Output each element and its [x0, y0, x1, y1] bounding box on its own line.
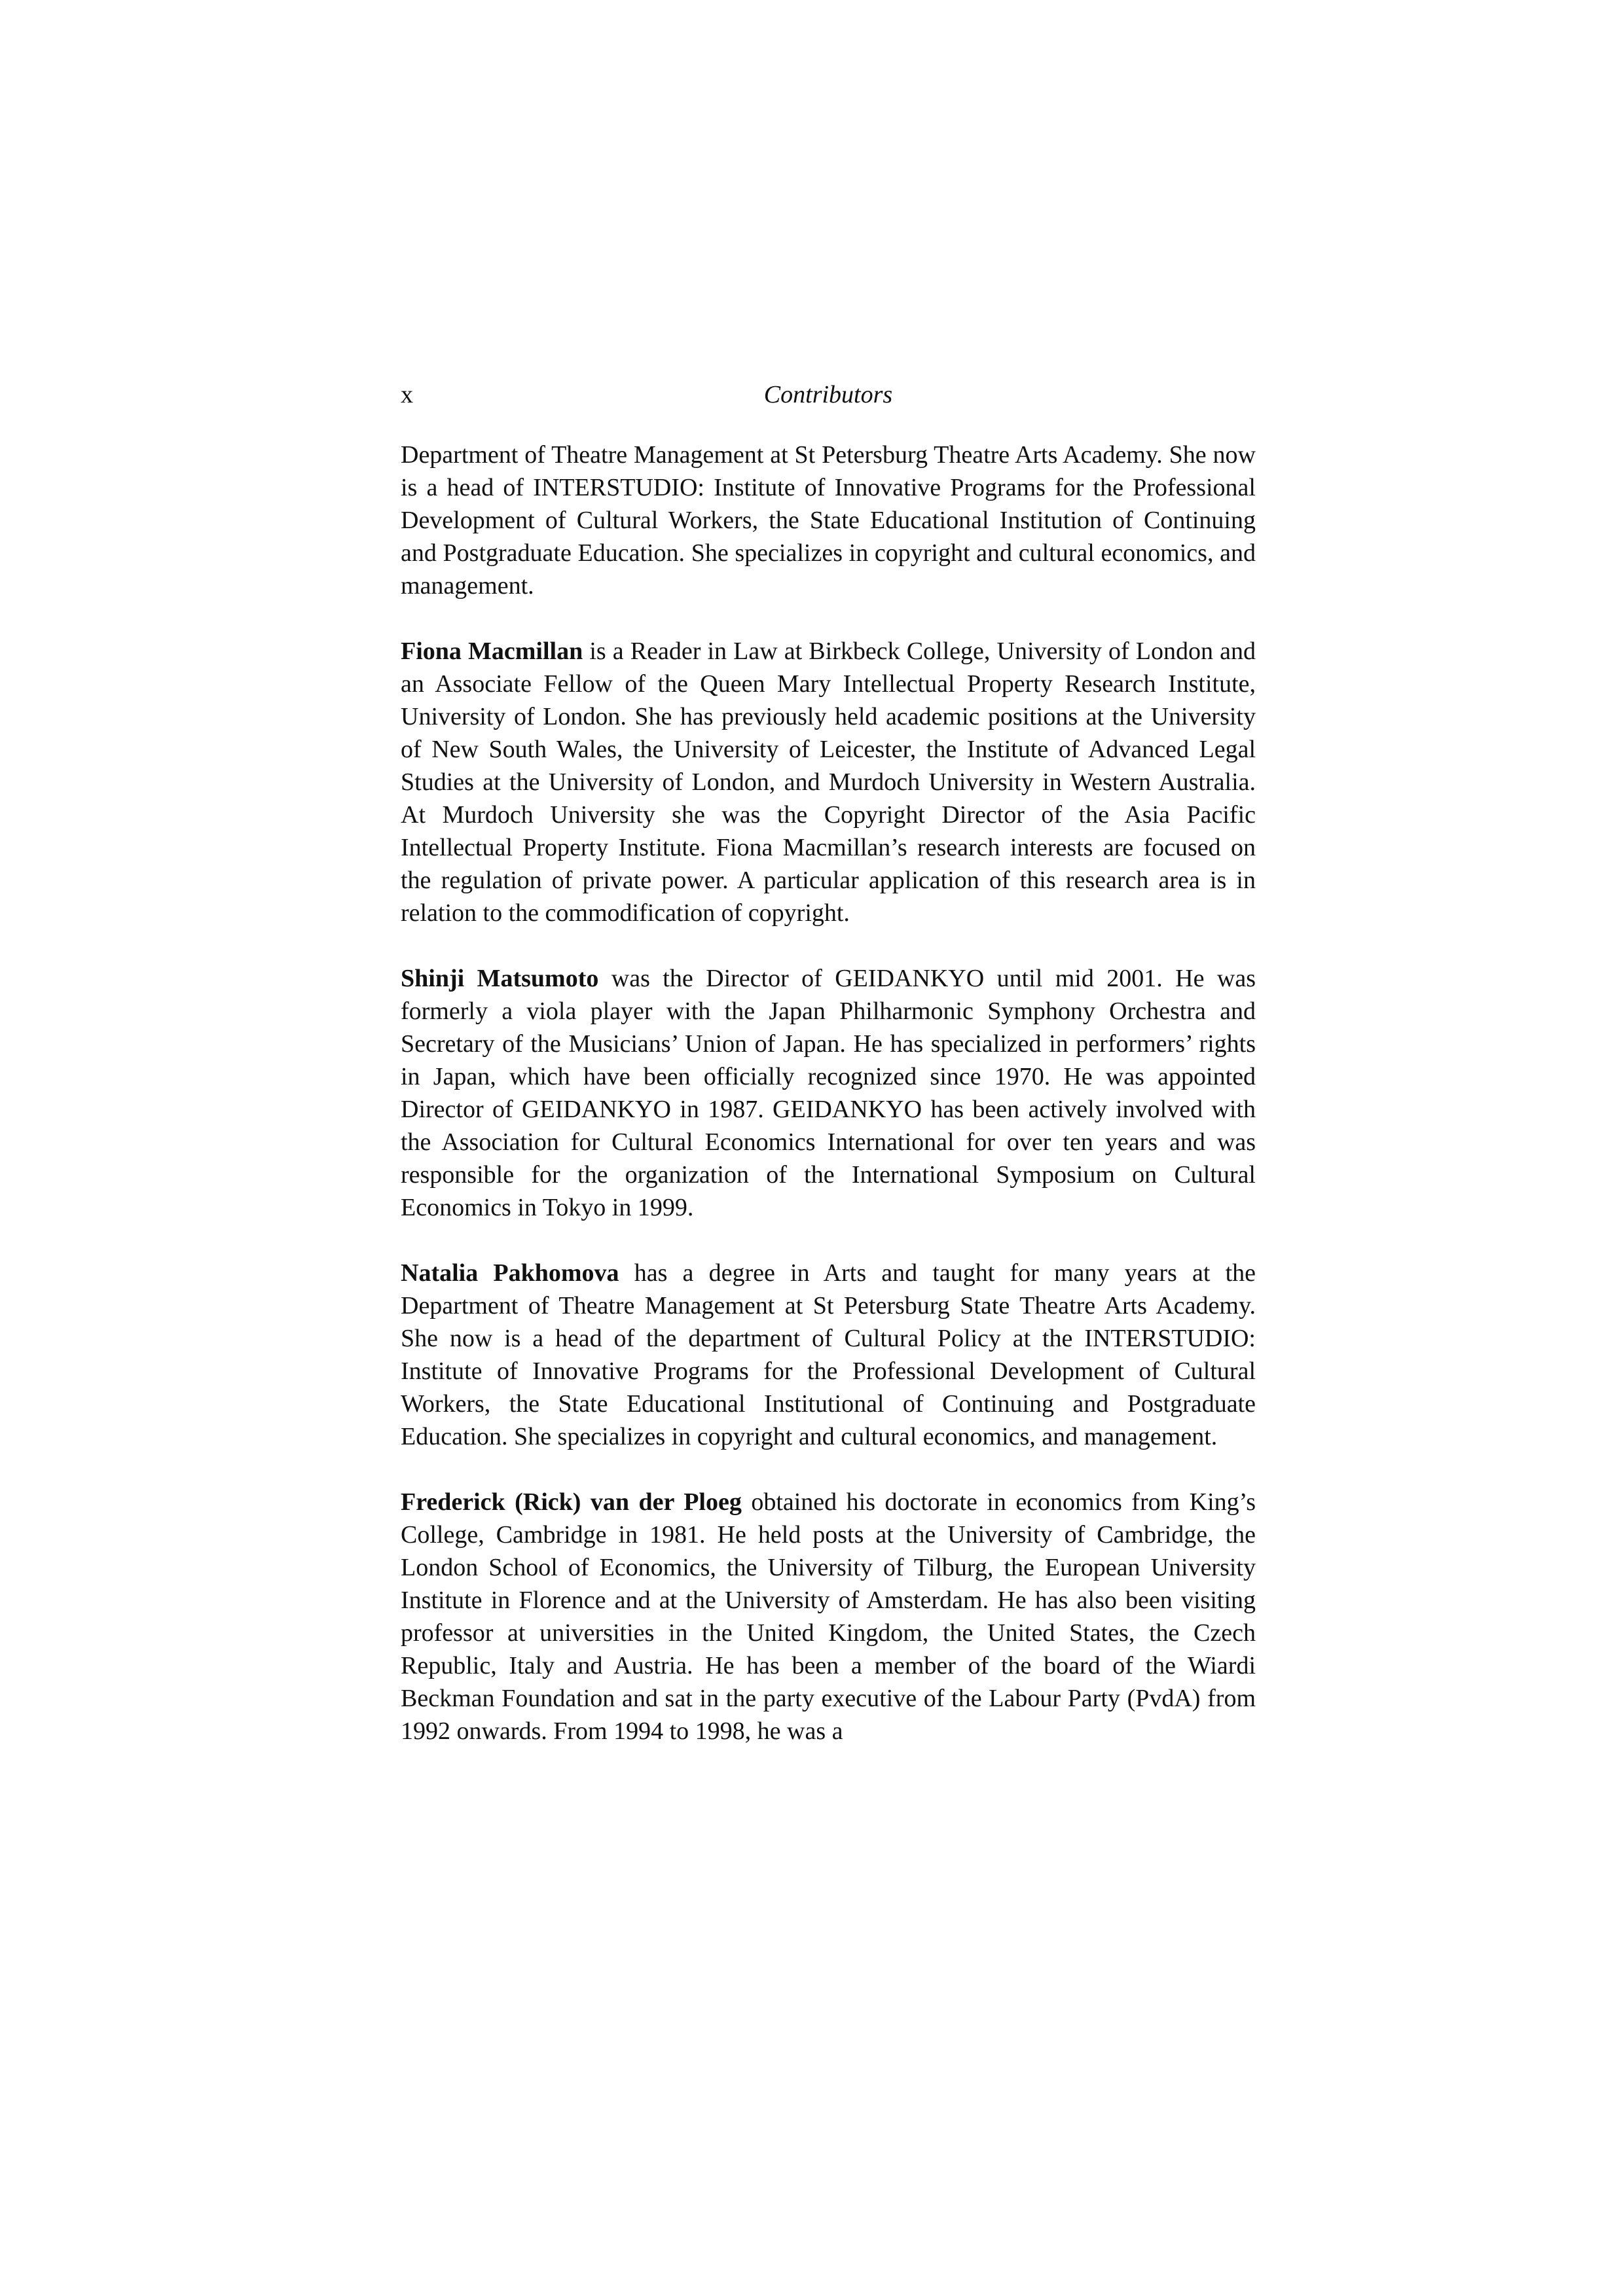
contributors-body: [401, 439, 1256, 1748]
contributor-name: Fiona Macmillan: [401, 637, 583, 665]
contributor-name: Frederick (Rick) van der Ploeg: [401, 1488, 742, 1516]
contributor-name: Natalia Pakhomova: [401, 1259, 619, 1287]
paragraph-text: obtained his doctorate in economics from King’s College, Cambridge in 1981. He held posts at the University of Cambridge, the London School of Economics, the University of Tilburg, the European University Institute in Florence and at the University of Amsterdam. He has also been visiting professor at universities in the United Kingdom, the United States, the Czech Republic, Italy and Austria. He has been a member of the board of the Wiardi Beckman Foundation and sat in the party executive of the Labour Party (PvdA) from 1992 onwards. From 1994 to 1998, he was a: [401, 1488, 1256, 1745]
contributor-paragraph-van-der-ploeg: [401, 1486, 1256, 1748]
contributor-paragraph-continued: [401, 439, 1256, 602]
contributor-name: Shinji Matsumoto: [401, 965, 599, 992]
contributor-paragraph-pakhomova: [401, 1257, 1256, 1453]
paragraph-text: Department of Theatre Management at St Petersburg Theatre Arts Academy. She now is a head of INTERSTUDIO: Institute of Innovative Programs for the Professional Development of Cultural Workers, the State Educational Institution of Continuing and Postgraduate Education. She specializes in copyright and cultural economics, and management.: [401, 441, 1256, 600]
paragraph-text: is a Reader in Law at Birkbeck College, University of London and an Associate Fellow of the Queen Mary Intellectual Property Research Institute, University of London. She has previously held academic positions at the University of New South Wales, the University of Leicester, the Institute of Advanced Legal Studies at the University of London, and Murdoch University in Western Australia. At Murdoch University she was the Copyright Director of the Asia Pacific Intellectual Property Institute. Fiona Macmillan’s research interests are focused on the regulation of private power. A particular application of this research area is in relation to the commodification of copyright.: [401, 637, 1256, 927]
paragraph-text: was the Director of GEIDANKYO until mid 2001. He was formerly a viola player with the Japan Philharmonic Symphony Orchestra and Secretary of the Musicians’ Union of Japan. He has specialized in performers’ rights in Japan, which have been officially recognized since 1970. He was appointed Director of GEIDANKYO in 1987. GEIDANKYO has been actively involved with the Association for Cultural Economics International for over ten years and was responsible for the organization of the International Symposium on Cultural Economics in Tokyo in 1999.: [401, 965, 1256, 1221]
page-number: x: [401, 381, 413, 408]
section-title: Contributors: [763, 381, 893, 408]
contributor-paragraph-matsumoto: [401, 962, 1256, 1224]
paragraph-text: has a degree in Arts and taught for many years at the Department of Theatre Management at St Petersburg State Theatre Arts Academy. She now is a head of the department of Cultural Policy at the INTERSTUDIO: Institute of Innovative Programs for the Professional Development of Cultural Workers, the State Educational Institutional of Continuing and Postgraduate Education. She specializes in copyright and cultural economics, and management.: [401, 1259, 1256, 1450]
contributor-paragraph-macmillan: [401, 635, 1256, 929]
book-page: [401, 378, 1256, 1780]
running-head: [401, 378, 1256, 411]
